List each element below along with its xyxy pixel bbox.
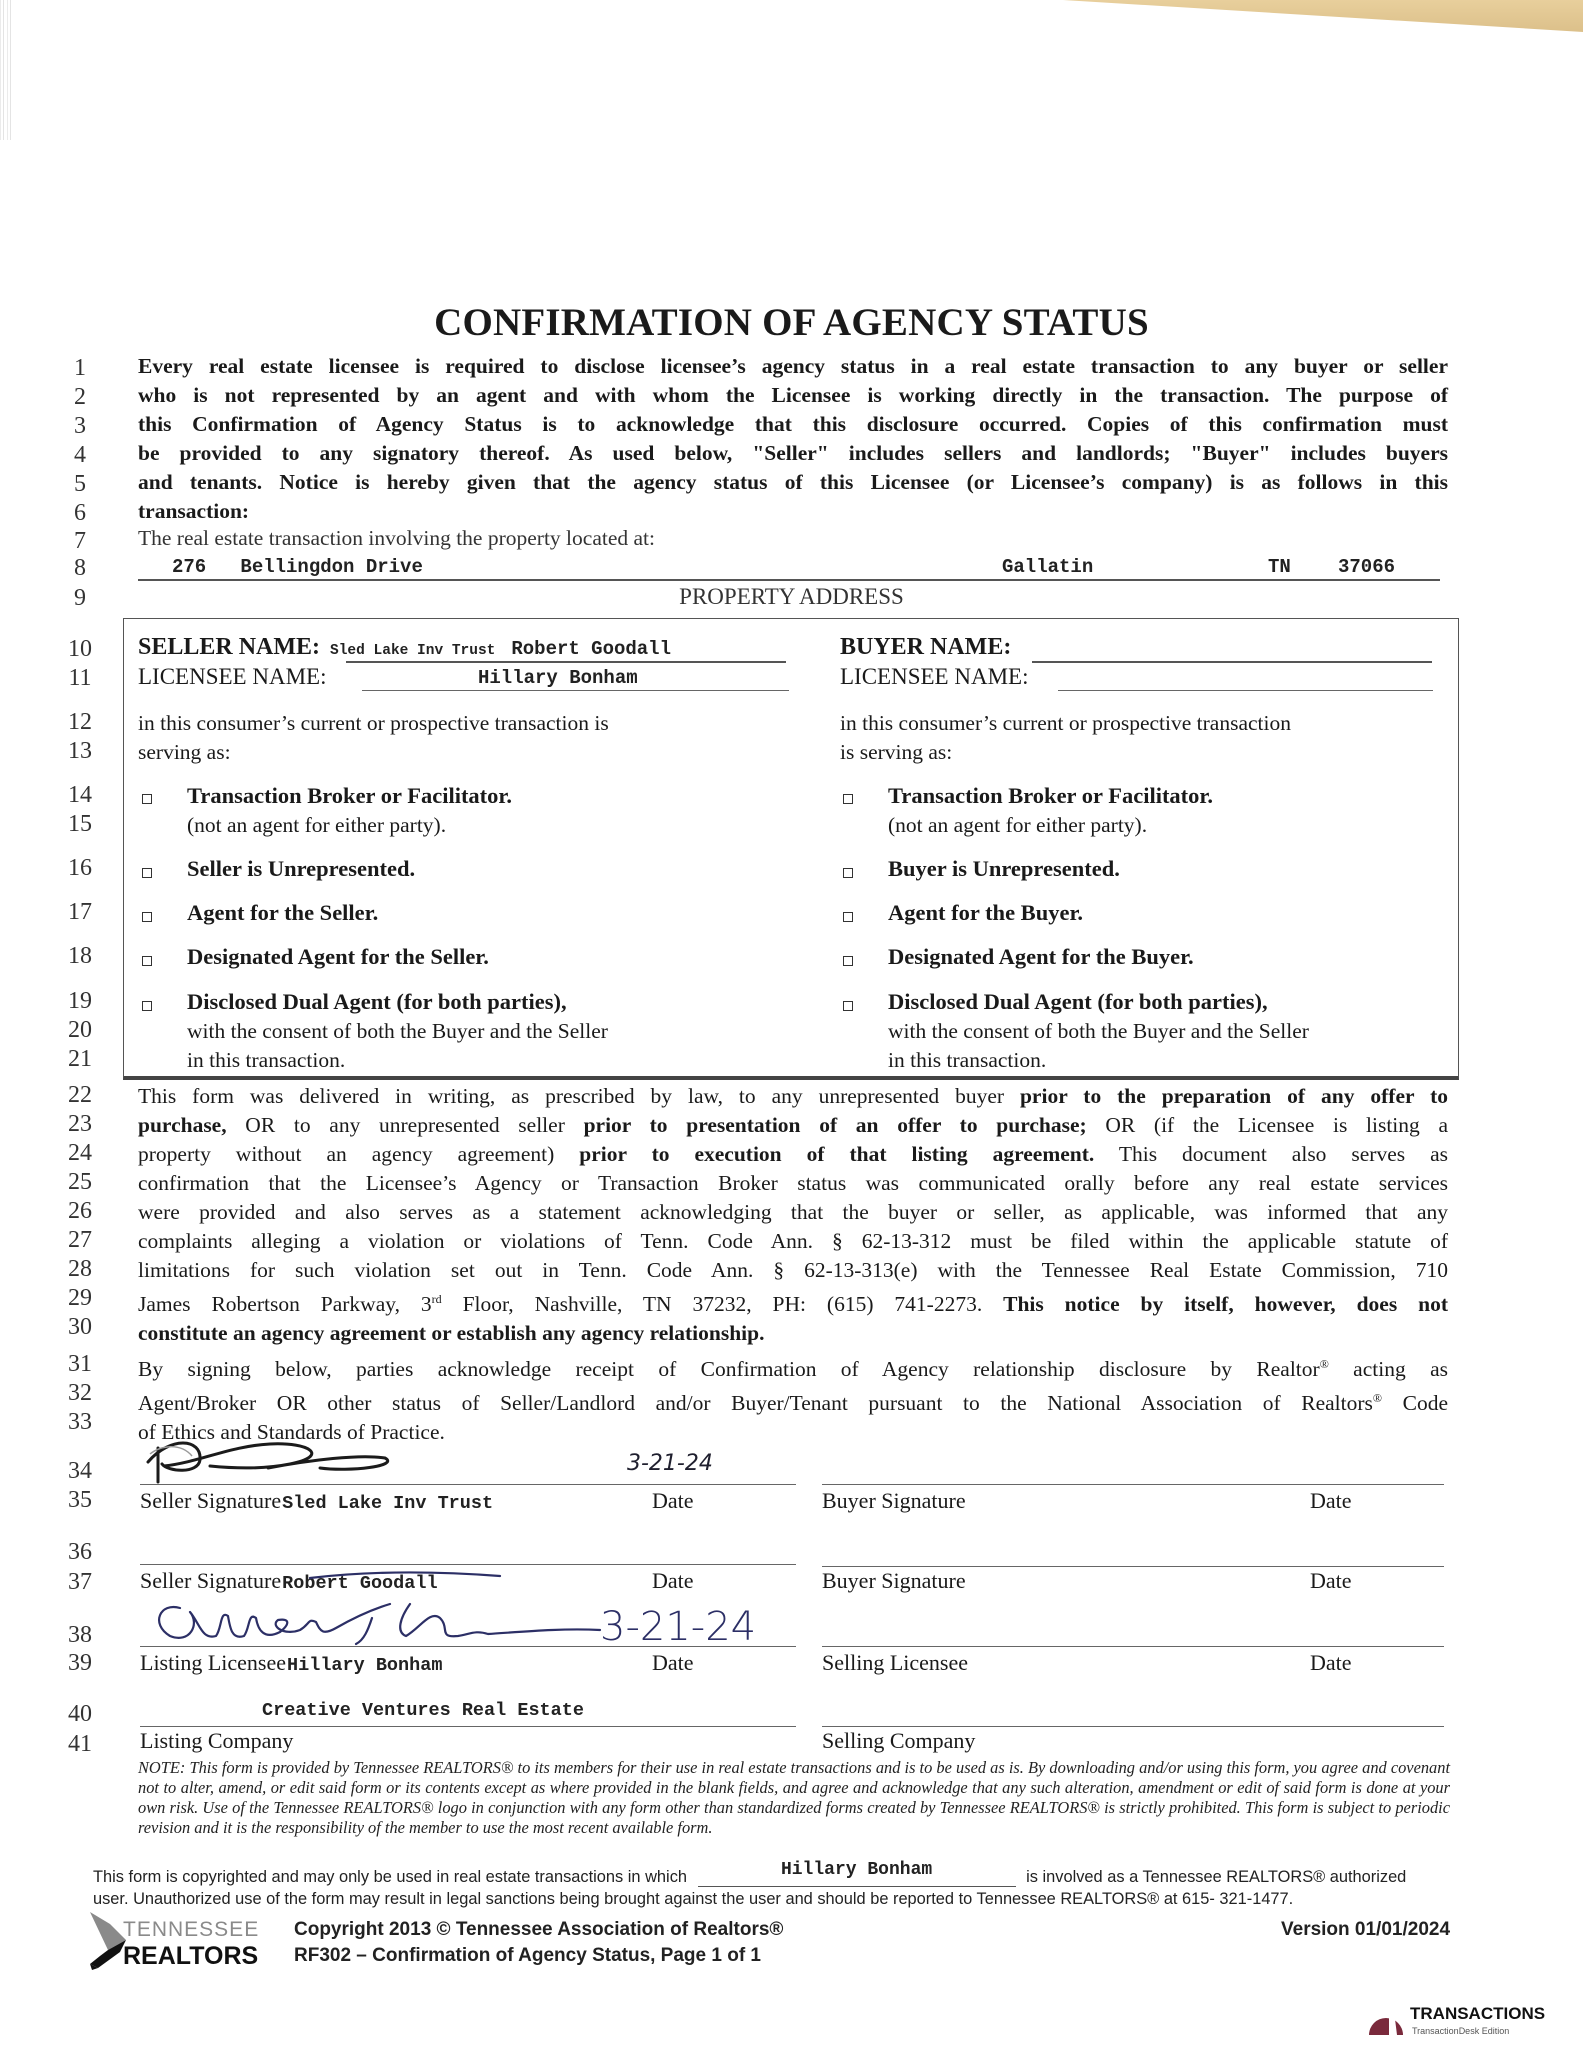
text-run: Floor, Nashville, TN 37232, PH: (615) 741-2273. bbox=[441, 1292, 1004, 1317]
seller-option-unrepresented: Seller is Unrepresented. bbox=[187, 856, 416, 881]
copyright-use-line bbox=[93, 1860, 1407, 1887]
seller-signature-label: Seller Signature bbox=[140, 1488, 282, 1513]
listing-licensee-date-handwritten bbox=[600, 1600, 800, 1650]
intro-line: be provided to any signatory thereof. As used below, "Seller" includes sellers and landlords; "Buyer" includes buyers bbox=[138, 441, 1448, 465]
strikethrough-scribble bbox=[300, 1566, 520, 1586]
ack-line bbox=[138, 1350, 1448, 1384]
buyer-option-designated-agent: Designated Agent for the Buyer. bbox=[888, 944, 1194, 969]
line-number: 14 bbox=[68, 782, 92, 808]
text-run: James Robertson Parkway, 3 bbox=[138, 1292, 432, 1317]
handwritten-date-text: 3-21-24 bbox=[627, 1451, 713, 1476]
text-run: property without an agency agreement) bbox=[138, 1142, 580, 1166]
line-number: 8 bbox=[74, 555, 86, 581]
line-number: 30 bbox=[68, 1314, 92, 1340]
text-run-bold: prior to the preparation of any offer to bbox=[1019, 1084, 1448, 1108]
line-number: 29 bbox=[68, 1285, 92, 1311]
seller-checkbox-dual-agent[interactable] bbox=[142, 1001, 152, 1011]
authorized-user-value: Hillary Bonham bbox=[780, 1860, 933, 1880]
delivery-line: complaints alleging a violation or violations of Tenn. Code Ann. § 62-13-312 must be filed within the applicable statute of bbox=[138, 1229, 1448, 1253]
buyer-checkbox-designated-agent[interactable] bbox=[843, 956, 853, 966]
line-number: 41 bbox=[68, 1731, 92, 1757]
listing-company-label: Listing Company bbox=[140, 1728, 294, 1753]
seller-date-handwritten bbox=[625, 1446, 765, 1476]
seller-serving-text: in this consumer’s current or prospective transaction is bbox=[138, 711, 609, 735]
seller-option-transaction-broker: Transaction Broker or Facilitator. bbox=[187, 783, 512, 808]
listing-licensee-label: Listing Licensee bbox=[140, 1650, 287, 1675]
seller-name-row bbox=[138, 634, 671, 661]
logo-text-bottom: REALTORS bbox=[123, 1942, 259, 1970]
transactions-sub: TransactionDesk Edition bbox=[1412, 2026, 1510, 2036]
buyer-name-label: BUYER NAME: bbox=[840, 634, 1012, 660]
delivery-line: were provided and also serves as a statement acknowledging that the buyer or seller, as applicable, was informed that any bbox=[138, 1200, 1448, 1224]
line-number: 27 bbox=[68, 1227, 92, 1253]
buyer-signature-label: Buyer Signature bbox=[822, 1488, 966, 1513]
selling-company-label: Selling Company bbox=[822, 1728, 976, 1753]
line-number: 15 bbox=[68, 811, 92, 837]
text-run: OR to any unrepresented seller bbox=[226, 1113, 584, 1137]
buyer-option-agent: Agent for the Buyer. bbox=[888, 900, 1083, 925]
superscript: ® bbox=[1319, 1357, 1329, 1371]
buyer2-date-label: Date bbox=[1310, 1568, 1352, 1593]
property-address-rule bbox=[138, 579, 1440, 581]
seller-name-label: SELLER NAME: bbox=[138, 634, 321, 660]
listing-company-value[interactable]: Creative Ventures Real Estate bbox=[262, 1700, 584, 1721]
superscript: rd bbox=[431, 1292, 442, 1306]
delivery-line bbox=[138, 1285, 1448, 1319]
listing-company-line[interactable] bbox=[140, 1726, 796, 1727]
delivery-line: limitations for such violation set out in Tenn. Code Ann. § 62-13-313(e) with the Tennessee Real Estate Commission, 710 bbox=[138, 1258, 1448, 1282]
selling-licensee-date-label: Date bbox=[1310, 1650, 1352, 1675]
buyer-checkbox-dual-agent[interactable] bbox=[843, 1001, 853, 1011]
seller-licensee-rule bbox=[362, 690, 789, 691]
buyer2-signature-line[interactable] bbox=[822, 1566, 1444, 1567]
line-number: 34 bbox=[68, 1458, 92, 1484]
intro-line: who is not represented by an agent and with whom the Licensee is working directly in the transaction. The purpose of bbox=[138, 383, 1448, 407]
ack-line: of Ethics and Standards of Practice. bbox=[138, 1420, 445, 1445]
text-run: Code bbox=[1382, 1391, 1448, 1416]
text-run-bold: This notice by itself, however, does not bbox=[1003, 1292, 1448, 1317]
line-number: 12 bbox=[68, 709, 92, 735]
line-number: 4 bbox=[74, 442, 86, 468]
line-number: 11 bbox=[68, 665, 92, 691]
line-number: 21 bbox=[68, 1046, 92, 1072]
copyright-line: Copyright 2013 © Tennessee Association of Realtors® bbox=[294, 1919, 784, 1940]
seller-option-designated-agent: Designated Agent for the Seller. bbox=[187, 944, 489, 969]
line-number: 19 bbox=[68, 988, 92, 1014]
line-number: 22 bbox=[68, 1082, 92, 1108]
text-run: Agent/Broker OR other status of Seller/Landlord and/or Buyer/Tenant pursuant to the National Association of Realtors bbox=[138, 1391, 1373, 1416]
buyer-licensee-label: LICENSEE NAME: bbox=[840, 664, 1029, 689]
authorized-user-field[interactable] bbox=[698, 1860, 1016, 1887]
property-address-caption: PROPERTY ADDRESS bbox=[679, 584, 904, 609]
delivery-line: constitute an agency agreement or establish any agency relationship. bbox=[138, 1321, 765, 1346]
text-run: By signing below, parties acknowledge receipt of Confirmation of Agency relationship disclosure by Realtor bbox=[138, 1357, 1320, 1382]
buyer-serving-text: is serving as: bbox=[840, 740, 953, 764]
delivery-line: confirmation that the Licensee’s Agency or Transaction Broker status was communicated orally before any real estate services bbox=[138, 1171, 1448, 1195]
line-number: 23 bbox=[68, 1111, 92, 1137]
seller-name-value[interactable]: Robert Goodall bbox=[511, 638, 671, 660]
seller2-signature-typed: Robert Goodall bbox=[282, 1573, 438, 1594]
line-number: 9 bbox=[74, 585, 86, 611]
listing-licensee-signature-handwritten bbox=[140, 1596, 610, 1646]
seller-option-sub: in this transaction. bbox=[187, 1048, 346, 1072]
logo-text-top: TENNESSEE bbox=[123, 1918, 260, 1941]
property-zip[interactable]: 37066 bbox=[1338, 556, 1396, 578]
line-number: 10 bbox=[68, 636, 92, 662]
seller-option-agent: Agent for the Seller. bbox=[187, 900, 379, 925]
buyer-option-dual-agent: Disclosed Dual Agent (for both parties), bbox=[888, 989, 1268, 1014]
text-run-bold: purchase, bbox=[138, 1113, 227, 1137]
listing-licensee-row bbox=[140, 1650, 442, 1676]
buyer-checkbox-agent[interactable] bbox=[843, 912, 853, 922]
line-number: 38 bbox=[68, 1622, 92, 1648]
seller2-signature-line[interactable] bbox=[140, 1564, 796, 1565]
seller-date-label: Date bbox=[652, 1488, 694, 1513]
text-run: is involved as a Tennessee REALTORS® authorized bbox=[1026, 1868, 1407, 1886]
line-number: 20 bbox=[68, 1017, 92, 1043]
line-number: 32 bbox=[68, 1380, 92, 1406]
buyer-date-label: Date bbox=[1310, 1488, 1352, 1513]
text-run: This form was delivered in writing, as prescribed by law, to any unrepresented buyer bbox=[138, 1084, 1020, 1108]
line-number: 25 bbox=[68, 1169, 92, 1195]
delivery-paragraph bbox=[138, 1082, 1448, 1348]
transactions-brand: TRANSACTIONS bbox=[1410, 2004, 1546, 2023]
seller2-date-label: Date bbox=[652, 1568, 694, 1593]
seller-signature-row bbox=[140, 1488, 493, 1514]
line-number: 36 bbox=[68, 1539, 92, 1565]
selling-company-line[interactable] bbox=[822, 1726, 1444, 1727]
seller-name-rule bbox=[346, 661, 786, 663]
delivery-line bbox=[138, 1111, 1448, 1140]
buyer2-signature-label: Buyer Signature bbox=[822, 1568, 966, 1593]
buyer-option-sub: with the consent of both the Buyer and the Seller bbox=[888, 1019, 1309, 1043]
buyer-licensee-rule bbox=[1058, 690, 1433, 691]
line-number: 18 bbox=[68, 943, 92, 969]
selling-licensee-signature-line[interactable] bbox=[822, 1646, 1444, 1647]
text-run-bold: prior to execution of that listing agreement. bbox=[579, 1142, 1095, 1166]
line-number: 16 bbox=[68, 855, 92, 881]
buyer-checkbox-unrepresented[interactable] bbox=[843, 868, 853, 878]
scan-edge-artifact bbox=[0, 0, 14, 140]
buyer-signature-line[interactable] bbox=[822, 1484, 1444, 1485]
seller-option-sub: (not an agent for either party). bbox=[187, 813, 447, 837]
line-number: 6 bbox=[74, 500, 86, 526]
line-number: 33 bbox=[68, 1409, 92, 1435]
buyer-name-rule bbox=[1032, 661, 1432, 663]
buyer-checkbox-transaction-broker[interactable] bbox=[843, 794, 853, 804]
listing-licensee-typed: Hillary Bonham bbox=[287, 1655, 443, 1676]
line-number: 35 bbox=[68, 1487, 92, 1513]
buyer-option-transaction-broker: Transaction Broker or Facilitator. bbox=[888, 783, 1213, 808]
superscript: ® bbox=[1372, 1391, 1383, 1406]
line-number: 17 bbox=[68, 899, 92, 925]
transactions-logo-icon bbox=[1367, 2005, 1405, 2035]
buyer-option-sub: in this transaction. bbox=[888, 1048, 1047, 1072]
text-run: acting as bbox=[1328, 1357, 1448, 1382]
intro-line: this Confirmation of Agency Status is to acknowledge that this disclosure occurred. Copies of this confirmation must bbox=[138, 412, 1448, 436]
buyer-option-sub: (not an agent for either party). bbox=[888, 813, 1148, 837]
seller-checkbox-unrepresented[interactable] bbox=[142, 868, 152, 878]
seller-licensee-label: LICENSEE NAME: bbox=[138, 664, 327, 689]
form-version: Version 01/01/2024 bbox=[1281, 1919, 1451, 1940]
listing-licensee-signature-line[interactable] bbox=[140, 1646, 796, 1647]
seller-serving-text: serving as: bbox=[138, 740, 231, 764]
ack-line bbox=[138, 1384, 1448, 1418]
text-run: OR (if the Licensee is listing a bbox=[1086, 1113, 1448, 1137]
buyer-serving-text: in this consumer’s current or prospective transaction bbox=[840, 711, 1291, 735]
line-number: 3 bbox=[74, 413, 86, 439]
seller-checkbox-agent[interactable] bbox=[142, 912, 152, 922]
seller-option-dual-agent: Disclosed Dual Agent (for both parties), bbox=[187, 989, 567, 1014]
seller-name-trust[interactable]: Sled Lake Inv Trust bbox=[330, 643, 496, 659]
listing-licensee-date-label: Date bbox=[652, 1650, 694, 1675]
seller-signature-typed: Sled Lake Inv Trust bbox=[282, 1493, 494, 1514]
line-number: 1 bbox=[74, 355, 86, 381]
paper-corner-artifact bbox=[1063, 0, 1583, 32]
intro-paragraph bbox=[138, 352, 1448, 526]
delivery-line bbox=[138, 1140, 1448, 1169]
line-number: 13 bbox=[68, 738, 92, 764]
seller-checkbox-designated-agent[interactable] bbox=[142, 956, 152, 966]
form-id: RF302 – Confirmation of Agency Status, Page 1 of 1 bbox=[294, 1945, 762, 1966]
line-number: 5 bbox=[74, 471, 86, 497]
line-number: 28 bbox=[68, 1256, 92, 1282]
line-number: 37 bbox=[68, 1569, 92, 1595]
line-number: 40 bbox=[68, 1701, 92, 1727]
line-number: 31 bbox=[68, 1351, 92, 1377]
seller-licensee-value[interactable]: Hillary Bonham bbox=[478, 667, 638, 689]
seller-checkbox-transaction-broker[interactable] bbox=[142, 794, 152, 804]
seller-signature-line[interactable] bbox=[140, 1484, 796, 1485]
handwritten-date-text: 3-21-24 bbox=[600, 1604, 757, 1650]
intro-line: transaction: bbox=[138, 499, 250, 523]
intro-line: and tenants. Notice is hereby given that the agency status of this Licensee (or Licensee’s company) is as follows in this bbox=[138, 470, 1448, 494]
line-number: 26 bbox=[68, 1198, 92, 1224]
text-run: This form is copyrighted and may only be used in real estate transactions in which bbox=[93, 1868, 688, 1886]
property-street[interactable]: 276 Bellingdon Drive bbox=[172, 556, 423, 578]
line-number: 24 bbox=[68, 1140, 92, 1166]
text-run: This document also serves as bbox=[1094, 1142, 1449, 1166]
seller-option-sub: with the consent of both the Buyer and the Seller bbox=[187, 1019, 608, 1043]
text-run-bold: prior to presentation of an offer to purchase; bbox=[583, 1113, 1087, 1137]
selling-licensee-label: Selling Licensee bbox=[822, 1650, 969, 1675]
footer-note: NOTE: This form is provided by Tennessee REALTORS® to its members for their use in real estate transactions and is to be used as is. By downloading and/or using this form, you agree and covenant not to alter, amend, or edit said form or its contents except as where provided in the blank fields, and agree and acknowledge that any such alteration, amendment or edit of said form is done at your own risk. Use of the Tennessee REALTORS® logo in conjunction with any form other than standardized forms created by Tennessee REALTORS® is strictly prohibited. This form is subject to periodic revision and it is the responsibility of the member to use the most recent available form. bbox=[138, 1758, 1450, 1837]
property-state[interactable]: TN bbox=[1268, 556, 1291, 578]
property-city[interactable]: Gallatin bbox=[1002, 556, 1094, 578]
property-intro: The real estate transaction involving the property located at: bbox=[138, 526, 655, 550]
intro-line: Every real estate licensee is required to disclose licensee’s agency status in a real estate transaction to any buyer or seller bbox=[138, 354, 1448, 378]
seller2-signature-label: Seller Signature bbox=[140, 1568, 282, 1593]
line-number: 39 bbox=[68, 1650, 92, 1676]
seller-signature-handwritten bbox=[140, 1432, 540, 1482]
buyer-option-unrepresented: Buyer is Unrepresented. bbox=[888, 856, 1120, 881]
page-title: CONFIRMATION OF AGENCY STATUS bbox=[434, 301, 1149, 344]
copyright-warning-line: user. Unauthorized use of the form may result in legal sanctions being brought against the user and should be reported to Tennessee REALTORS® at 615- 321-1477. bbox=[93, 1890, 1294, 1908]
line-number: 2 bbox=[74, 384, 86, 410]
delivery-line bbox=[138, 1082, 1448, 1111]
line-number: 7 bbox=[74, 528, 86, 554]
